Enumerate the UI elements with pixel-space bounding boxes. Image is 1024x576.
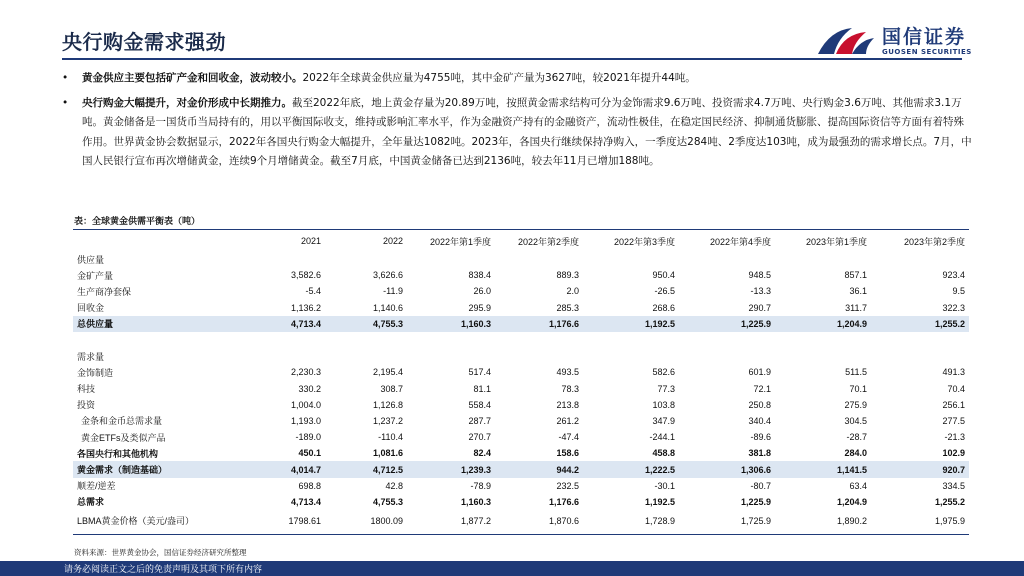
table-cell	[775, 332, 871, 348]
bullet-list	[62, 69, 972, 177]
row-label	[73, 332, 243, 348]
table-cell: 1,136.2	[290, 302, 321, 313]
table-cell	[325, 348, 407, 364]
supply-demand-table	[73, 231, 969, 535]
table-cell: 511.5	[845, 367, 867, 378]
table-row	[73, 251, 969, 267]
table-cell	[243, 348, 325, 364]
table-cell: 1,192.5	[644, 496, 675, 507]
table-cell: 261.2	[556, 415, 579, 426]
table-cell: 77.3	[657, 383, 675, 394]
table-cell: 1,255.2	[934, 496, 965, 507]
bullet-lead: 黄金供应主要包括矿产金和回收金，波动较小。	[82, 72, 303, 84]
table-cell: 601.9	[748, 367, 771, 378]
column-header: 2022年第1季度	[429, 236, 491, 247]
table-source: 资料来源：世界黄金协会，国信证券经济研究所整理	[74, 548, 247, 557]
row-label: 供应量	[77, 254, 105, 265]
table-cell: -189.0	[295, 432, 321, 443]
logo-chinese-name: 国信证券	[882, 26, 967, 48]
table-cell: 1,176.6	[495, 316, 583, 332]
table-cell: 275.9	[844, 399, 867, 410]
bullet-lead: 央行购金大幅提升，对金价形成中长期推力。	[82, 96, 292, 109]
table-cell: 1,725.9	[679, 510, 775, 534]
table-cell: 1,126.8	[372, 399, 403, 410]
table-cell	[495, 348, 583, 364]
bullet-marker: •	[62, 96, 69, 109]
table-cell: 944.2	[495, 461, 583, 477]
table-cell: 322.3	[942, 302, 965, 313]
table-cell: 256.1	[942, 399, 965, 410]
table-cell: 1,192.5	[583, 316, 679, 332]
table-cell	[679, 332, 775, 348]
table-cell: -13.3	[750, 286, 771, 297]
table-row	[73, 283, 969, 299]
bullet-item	[62, 69, 972, 89]
table-cell: 1,141.5	[775, 461, 871, 477]
table-cell: 1,204.9	[775, 316, 871, 332]
table-cell: 1798.61	[243, 510, 325, 534]
table-cell: 232.5	[556, 480, 579, 491]
table-cell: 493.5	[556, 367, 579, 378]
table-cell: 102.9	[942, 448, 965, 459]
table-cell: 1,255.2	[871, 316, 969, 332]
table-cell	[325, 332, 407, 348]
table-cell: 70.4	[947, 383, 965, 394]
table-cell	[407, 332, 495, 348]
table-cell: 1,975.9	[871, 510, 969, 534]
table-cell: 268.6	[652, 302, 675, 313]
table-cell: 9.5	[952, 286, 965, 297]
column-header	[73, 231, 243, 251]
table-cell	[679, 348, 775, 364]
table-cell: 1,225.9	[679, 316, 775, 332]
row-label: 科技	[77, 384, 96, 395]
table-cell: 4,713.4	[290, 496, 321, 507]
logo-english-name: GUOSEN SECURITIES	[882, 48, 972, 56]
table-cell: 517.4	[468, 367, 491, 378]
bullet-text: 2022年全球黄金供应量为4755吨，其中金矿产量为3627吨，较2021年提升44吨。	[302, 72, 696, 84]
table-cell: 26.0	[473, 286, 491, 297]
table-cell: 3,582.6	[290, 270, 321, 281]
column-header: 2021	[300, 236, 321, 246]
table-row	[73, 332, 969, 348]
column-header: 2022	[382, 236, 403, 246]
table-cell: 1,176.6	[548, 496, 579, 507]
table-cell: 290.7	[748, 302, 771, 313]
table-cell: 1,140.6	[372, 302, 403, 313]
row-label: 金矿产量	[77, 270, 114, 281]
table-cell: 450.1	[298, 448, 321, 459]
column-header: 2022年第3季度	[613, 236, 675, 247]
table-cell: 334.5	[942, 480, 965, 491]
table-cell: 698.8	[298, 480, 321, 491]
table-cell: 1,306.6	[679, 461, 775, 477]
table-cell: 1,222.5	[583, 461, 679, 477]
bullet-marker: •	[62, 72, 69, 84]
table-cell: 284.0	[844, 448, 867, 459]
table-cell: 491.3	[942, 367, 965, 378]
row-label: LBMA黄金价格（美元/盎司）	[73, 510, 243, 534]
table-cell: -28.7	[846, 432, 867, 443]
table-header-row	[73, 231, 969, 251]
table-cell: -11.9	[383, 286, 403, 297]
table-cell: 4,713.4	[243, 316, 325, 332]
table-row	[73, 445, 969, 461]
table-cell	[495, 332, 583, 348]
table-row	[73, 413, 969, 429]
table-row	[73, 461, 969, 477]
table-cell: 920.7	[871, 461, 969, 477]
table-row	[73, 267, 969, 283]
row-label: 金饰制造	[77, 367, 114, 378]
table-cell	[583, 251, 679, 267]
guosen-logo-icon	[816, 24, 876, 60]
table-cell: 923.4	[942, 270, 965, 281]
table-cell: 1,204.9	[836, 496, 867, 507]
table-cell	[679, 251, 775, 267]
row-label: 各国央行和其他机构	[77, 448, 159, 459]
table-cell	[583, 348, 679, 364]
table-cell: 1,877.2	[407, 510, 495, 534]
table-cell: 948.5	[748, 270, 771, 281]
table-cell	[243, 251, 325, 267]
table-cell: 2,230.3	[290, 367, 321, 378]
table-cell: 304.5	[844, 415, 867, 426]
table-cell: 1,870.6	[495, 510, 583, 534]
table-cell: 458.8	[652, 448, 675, 459]
row-label: 生产商净套保	[77, 286, 132, 297]
table-cell: 1,160.3	[460, 496, 491, 507]
table-cell: 4,755.3	[325, 316, 407, 332]
table-cell: 381.8	[748, 448, 771, 459]
column-header: 2023年第1季度	[805, 236, 867, 247]
row-label: 黄金需求（制造基础）	[73, 461, 243, 477]
row-label: 投资	[77, 400, 96, 411]
table-cell: 3,626.6	[372, 270, 403, 281]
table-cell: 277.5	[942, 415, 965, 426]
table-cell	[325, 251, 407, 267]
table-cell: 1800.09	[325, 510, 407, 534]
table-cell: 4,712.5	[325, 461, 407, 477]
table-cell: 558.4	[468, 399, 491, 410]
table-cell: 857.1	[844, 270, 867, 281]
table-cell: 295.9	[468, 302, 491, 313]
table-cell: 285.3	[556, 302, 579, 313]
row-label: 顺差/逆差	[77, 481, 116, 492]
table-cell: 82.4	[473, 448, 491, 459]
table-cell: 582.6	[652, 367, 675, 378]
row-label: 总供应量	[73, 316, 243, 332]
table-cell: 308.7	[380, 383, 403, 394]
table-cell: 1,890.2	[775, 510, 871, 534]
table-row	[73, 381, 969, 397]
table-row	[73, 494, 969, 510]
table-cell: 81.1	[473, 383, 491, 394]
table-cell: -26.5	[654, 286, 675, 297]
table-cell: 250.8	[748, 399, 771, 410]
table-cell: 1,225.9	[740, 496, 771, 507]
row-label: 黄金ETFs及类似产品	[81, 432, 166, 443]
table-cell	[775, 348, 871, 364]
table-row	[73, 429, 969, 445]
table-cell: 311.7	[845, 302, 867, 313]
table-cell	[583, 332, 679, 348]
table-cell	[243, 332, 325, 348]
table-top-rule	[73, 229, 969, 230]
table-cell: 4,014.7	[243, 461, 325, 477]
row-label: 金条和金币总需求量	[81, 416, 163, 427]
table-row	[73, 300, 969, 316]
table-cell: -78.9	[470, 480, 491, 491]
table-cell: -80.7	[750, 480, 771, 491]
table-row	[73, 364, 969, 380]
column-header: 2023年第2季度	[903, 236, 965, 247]
column-header: 2022年第4季度	[709, 236, 771, 247]
table-cell: 1,004.0	[290, 399, 321, 410]
row-label: 需求量	[77, 351, 105, 362]
table-cell: -47.4	[558, 432, 579, 443]
row-label: 总需求	[77, 497, 105, 508]
table-cell	[407, 251, 495, 267]
table-cell: 4,755.3	[372, 496, 403, 507]
table-row	[73, 397, 969, 413]
table-cell: 1,237.2	[372, 415, 403, 426]
table-cell: 36.1	[849, 286, 867, 297]
table-cell: -5.4	[305, 286, 321, 297]
table-cell: -110.4	[378, 432, 403, 443]
table-cell: 2.0	[566, 286, 579, 297]
row-label: 回收金	[77, 303, 105, 314]
column-header: 2022年第2季度	[517, 236, 579, 247]
table-cell: 78.3	[561, 383, 579, 394]
table-cell	[871, 332, 969, 348]
table-cell: 1,728.9	[583, 510, 679, 534]
table-cell: 838.4	[468, 270, 491, 281]
table-cell: -21.3	[944, 432, 965, 443]
table-cell: 1,081.6	[372, 448, 403, 459]
page-title: 央行购金需求强劲	[62, 30, 226, 54]
table-cell: 950.4	[652, 270, 675, 281]
table-cell: 2,195.4	[372, 367, 403, 378]
table-cell	[407, 348, 495, 364]
table-cell: 1,239.3	[407, 461, 495, 477]
table-cell	[871, 251, 969, 267]
table-cell	[495, 251, 583, 267]
table-cell: 347.9	[652, 415, 675, 426]
table-cell: 270.7	[468, 432, 491, 443]
table-cell: 63.4	[849, 480, 867, 491]
table-cell: 70.1	[849, 383, 867, 394]
table-cell: 340.4	[748, 415, 771, 426]
footer-bar	[0, 561, 1024, 576]
table-cell: 42.8	[385, 480, 403, 491]
table-row	[73, 478, 969, 494]
table-cell: 889.3	[556, 270, 579, 281]
table-cell: 213.8	[556, 399, 579, 410]
table-cell	[775, 251, 871, 267]
table-cell: 158.6	[556, 448, 579, 459]
table-cell: -244.1	[649, 432, 675, 443]
table-cell: -30.1	[654, 480, 675, 491]
table-title: 表：全球黄金供需平衡表（吨）	[74, 217, 201, 227]
table-cell: 1,160.3	[407, 316, 495, 332]
table-cell: 287.7	[468, 415, 491, 426]
table-cell	[871, 348, 969, 364]
bullet-item	[62, 94, 972, 172]
table-cell: 72.1	[753, 383, 771, 394]
bullet-text: 截至2022年底，地上黄金存量为20.89万吨，按照黄金需求结构可分为金饰需求9.6万吨、投资需求4.7万吨、央行购金3.6万吨、其他需求3.1万吨。黄金储备是一国货币当局持有的，用以平衡国际收支，维持或影响汇率水平，作为金融资产持有的金融资产，流动性极佳，在稳定国民经济、抑制通货膨胀、提高国际资信等方面有着特殊作用。世界黄金协会数据显示，2022年各国央行购金大幅提升，全年量达1082吨。2023年，各国央行继续保持净购入，一季度达284吨、2季度达103吨，成为最强劲的需求增长点。7月，中国人民银行宣布再次增储黄金，连续9个月增储黄金。截至7月底，中国黄金储备已达到2136吨，较去年11月已增加188吨。	[82, 96, 972, 167]
brand-logo	[816, 20, 976, 64]
table-row	[73, 510, 969, 534]
table-cell: 103.8	[652, 399, 675, 410]
table-row	[73, 316, 969, 332]
table-cell: 1,193.0	[290, 415, 321, 426]
table-cell: -89.6	[750, 432, 771, 443]
footer-disclaimer: 请务必阅读正文之后的免责声明及其项下所有内容	[64, 565, 263, 575]
table-row	[73, 348, 969, 364]
table-cell: 330.2	[298, 383, 321, 394]
